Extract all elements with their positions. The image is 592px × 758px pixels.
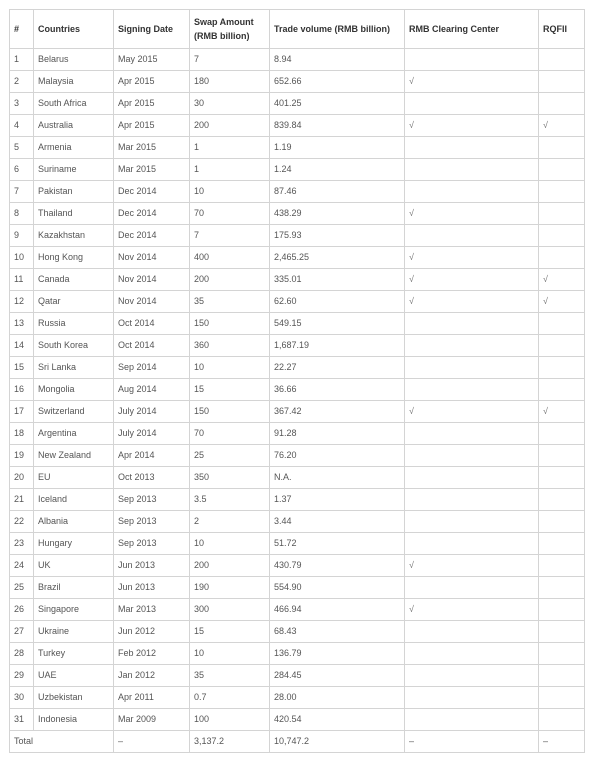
country-cell: Canada xyxy=(34,269,114,291)
country-cell: Malaysia xyxy=(34,71,114,93)
table-row xyxy=(10,511,585,533)
swap-amount-cell: 10 xyxy=(190,357,270,379)
swap-amount-cell: 15 xyxy=(190,621,270,643)
rqfii-cell xyxy=(539,555,585,577)
signing-date-cell: Mar 2013 xyxy=(114,599,190,621)
signing-date-cell: Aug 2014 xyxy=(114,379,190,401)
row-index: 12 xyxy=(10,291,34,313)
swap-amount-cell: 10 xyxy=(190,643,270,665)
table-row xyxy=(10,137,585,159)
signing-date-cell: Oct 2014 xyxy=(114,335,190,357)
row-index: 9 xyxy=(10,225,34,247)
row-index: 18 xyxy=(10,423,34,445)
rqfii-cell: √ xyxy=(539,115,585,137)
trade-volume-cell: 284.45 xyxy=(270,665,405,687)
trade-volume-cell: 8.94 xyxy=(270,49,405,71)
table-row xyxy=(10,621,585,643)
signing-date-cell: Jun 2013 xyxy=(114,577,190,599)
clearing-center-cell xyxy=(405,621,539,643)
swap-amount-cell: 150 xyxy=(190,313,270,335)
table-row xyxy=(10,93,585,115)
clearing-center-cell: √ xyxy=(405,203,539,225)
trade-volume-cell: 87.46 xyxy=(270,181,405,203)
country-cell: Suriname xyxy=(34,159,114,181)
header-rmb-clearing-center: RMB Clearing Center xyxy=(405,10,539,49)
country-cell: New Zealand xyxy=(34,445,114,467)
swap-agreements-table xyxy=(9,9,585,753)
row-index: 10 xyxy=(10,247,34,269)
trade-volume-cell: 1.37 xyxy=(270,489,405,511)
table-row xyxy=(10,379,585,401)
country-cell: Argentina xyxy=(34,423,114,445)
clearing-center-cell xyxy=(405,335,539,357)
row-index: 3 xyxy=(10,93,34,115)
signing-date-cell: Apr 2014 xyxy=(114,445,190,467)
rqfii-cell xyxy=(539,709,585,731)
swap-amount-cell: 350 xyxy=(190,467,270,489)
country-cell: Armenia xyxy=(34,137,114,159)
table-body xyxy=(10,49,585,731)
signing-date-cell: Apr 2015 xyxy=(114,115,190,137)
signing-date-cell: Nov 2014 xyxy=(114,269,190,291)
trade-volume-cell: 76.20 xyxy=(270,445,405,467)
trade-volume-cell: N.A. xyxy=(270,467,405,489)
rqfii-cell: √ xyxy=(539,269,585,291)
country-cell: UAE xyxy=(34,665,114,687)
table-row xyxy=(10,533,585,555)
total-trade-volume: 10,747.2 xyxy=(270,731,405,753)
table-row xyxy=(10,577,585,599)
table-row xyxy=(10,489,585,511)
rqfii-cell xyxy=(539,687,585,709)
trade-volume-cell: 839.84 xyxy=(270,115,405,137)
signing-date-cell: Apr 2015 xyxy=(114,93,190,115)
country-cell: Uzbekistan xyxy=(34,687,114,709)
trade-volume-cell: 51.72 xyxy=(270,533,405,555)
rqfii-cell xyxy=(539,621,585,643)
rqfii-cell xyxy=(539,643,585,665)
swap-amount-cell: 10 xyxy=(190,181,270,203)
country-cell: Turkey xyxy=(34,643,114,665)
swap-amount-cell: 7 xyxy=(190,225,270,247)
table-row xyxy=(10,335,585,357)
swap-amount-cell: 15 xyxy=(190,379,270,401)
country-cell: Qatar xyxy=(34,291,114,313)
rqfii-cell: √ xyxy=(539,291,585,313)
signing-date-cell: Sep 2013 xyxy=(114,533,190,555)
rqfii-cell xyxy=(539,357,585,379)
row-index: 14 xyxy=(10,335,34,357)
clearing-center-cell xyxy=(405,379,539,401)
signing-date-cell: Apr 2015 xyxy=(114,71,190,93)
header-rqfii: RQFII xyxy=(539,10,585,49)
clearing-center-cell xyxy=(405,137,539,159)
clearing-center-cell xyxy=(405,489,539,511)
signing-date-cell: Feb 2012 xyxy=(114,643,190,665)
rqfii-cell xyxy=(539,159,585,181)
country-cell: Ukraine xyxy=(34,621,114,643)
trade-volume-cell: 68.43 xyxy=(270,621,405,643)
table-row xyxy=(10,291,585,313)
total-label: Total xyxy=(10,731,114,753)
clearing-center-cell: √ xyxy=(405,247,539,269)
rqfii-cell xyxy=(539,445,585,467)
clearing-center-cell xyxy=(405,445,539,467)
rqfii-cell xyxy=(539,71,585,93)
country-cell: South Korea xyxy=(34,335,114,357)
country-cell: Pakistan xyxy=(34,181,114,203)
clearing-center-cell: √ xyxy=(405,269,539,291)
country-cell: Switzerland xyxy=(34,401,114,423)
clearing-center-cell: √ xyxy=(405,401,539,423)
signing-date-cell: Oct 2014 xyxy=(114,313,190,335)
table-row xyxy=(10,423,585,445)
trade-volume-cell: 430.79 xyxy=(270,555,405,577)
rqfii-cell xyxy=(539,49,585,71)
table-total-row xyxy=(10,731,585,753)
rqfii-cell xyxy=(539,665,585,687)
signing-date-cell: Sep 2013 xyxy=(114,489,190,511)
clearing-center-cell: √ xyxy=(405,599,539,621)
rqfii-cell xyxy=(539,467,585,489)
trade-volume-cell: 420.54 xyxy=(270,709,405,731)
row-index: 28 xyxy=(10,643,34,665)
row-index: 5 xyxy=(10,137,34,159)
swap-amount-cell: 200 xyxy=(190,115,270,137)
row-index: 13 xyxy=(10,313,34,335)
row-index: 20 xyxy=(10,467,34,489)
rqfii-cell xyxy=(539,599,585,621)
country-cell: Mongolia xyxy=(34,379,114,401)
trade-volume-cell: 335.01 xyxy=(270,269,405,291)
table-row xyxy=(10,247,585,269)
clearing-center-cell xyxy=(405,665,539,687)
country-cell: Belarus xyxy=(34,49,114,71)
row-index: 29 xyxy=(10,665,34,687)
table-row xyxy=(10,203,585,225)
swap-amount-cell: 200 xyxy=(190,269,270,291)
rqfii-cell xyxy=(539,489,585,511)
trade-volume-cell: 22.27 xyxy=(270,357,405,379)
total-signing-date: – xyxy=(114,731,190,753)
clearing-center-cell xyxy=(405,533,539,555)
trade-volume-cell: 1.19 xyxy=(270,137,405,159)
row-index: 30 xyxy=(10,687,34,709)
clearing-center-cell xyxy=(405,423,539,445)
country-cell: UK xyxy=(34,555,114,577)
signing-date-cell: May 2015 xyxy=(114,49,190,71)
row-index: 4 xyxy=(10,115,34,137)
country-cell: South Africa xyxy=(34,93,114,115)
trade-volume-cell: 1,687.19 xyxy=(270,335,405,357)
table-row xyxy=(10,181,585,203)
row-index: 11 xyxy=(10,269,34,291)
row-index: 26 xyxy=(10,599,34,621)
row-index: 24 xyxy=(10,555,34,577)
clearing-center-cell xyxy=(405,577,539,599)
swap-amount-cell: 180 xyxy=(190,71,270,93)
country-cell: Indonesia xyxy=(34,709,114,731)
trade-volume-cell: 175.93 xyxy=(270,225,405,247)
swap-amount-cell: 150 xyxy=(190,401,270,423)
rqfii-cell xyxy=(539,335,585,357)
header-index: # xyxy=(10,10,34,49)
trade-volume-cell: 2,465.25 xyxy=(270,247,405,269)
signing-date-cell: Apr 2011 xyxy=(114,687,190,709)
swap-amount-cell: 35 xyxy=(190,665,270,687)
signing-date-cell: July 2014 xyxy=(114,401,190,423)
trade-volume-cell: 136.79 xyxy=(270,643,405,665)
swap-amount-cell: 100 xyxy=(190,709,270,731)
trade-volume-cell: 438.29 xyxy=(270,203,405,225)
rqfii-cell xyxy=(539,247,585,269)
row-index: 22 xyxy=(10,511,34,533)
country-cell: Australia xyxy=(34,115,114,137)
swap-amount-cell: 0.7 xyxy=(190,687,270,709)
rqfii-cell xyxy=(539,203,585,225)
country-cell: Kazakhstan xyxy=(34,225,114,247)
row-index: 25 xyxy=(10,577,34,599)
trade-volume-cell: 91.28 xyxy=(270,423,405,445)
country-cell: Hong Kong xyxy=(34,247,114,269)
swap-amount-cell: 400 xyxy=(190,247,270,269)
clearing-center-cell xyxy=(405,467,539,489)
table-header-row xyxy=(10,10,585,49)
table-row xyxy=(10,159,585,181)
rqfii-cell xyxy=(539,533,585,555)
clearing-center-cell: √ xyxy=(405,115,539,137)
trade-volume-cell: 466.94 xyxy=(270,599,405,621)
header-countries: Countries xyxy=(34,10,114,49)
country-cell: Singapore xyxy=(34,599,114,621)
table-row xyxy=(10,467,585,489)
table-row xyxy=(10,401,585,423)
swap-amount-cell: 360 xyxy=(190,335,270,357)
trade-volume-cell: 28.00 xyxy=(270,687,405,709)
rqfii-cell xyxy=(539,181,585,203)
swap-amount-cell: 200 xyxy=(190,555,270,577)
row-index: 2 xyxy=(10,71,34,93)
trade-volume-cell: 62.60 xyxy=(270,291,405,313)
row-index: 31 xyxy=(10,709,34,731)
total-swap-amount: 3,137.2 xyxy=(190,731,270,753)
signing-date-cell: Nov 2014 xyxy=(114,291,190,313)
row-index: 1 xyxy=(10,49,34,71)
rqfii-cell xyxy=(539,313,585,335)
swap-amount-cell: 35 xyxy=(190,291,270,313)
clearing-center-cell: √ xyxy=(405,291,539,313)
row-index: 7 xyxy=(10,181,34,203)
country-cell: Hungary xyxy=(34,533,114,555)
row-index: 6 xyxy=(10,159,34,181)
signing-date-cell: Mar 2015 xyxy=(114,137,190,159)
table-row xyxy=(10,313,585,335)
country-cell: EU xyxy=(34,467,114,489)
table-row xyxy=(10,269,585,291)
clearing-center-cell xyxy=(405,93,539,115)
swap-amount-cell: 7 xyxy=(190,49,270,71)
row-index: 27 xyxy=(10,621,34,643)
clearing-center-cell xyxy=(405,225,539,247)
rqfii-cell xyxy=(539,511,585,533)
rqfii-cell: √ xyxy=(539,401,585,423)
clearing-center-cell xyxy=(405,313,539,335)
clearing-center-cell: √ xyxy=(405,555,539,577)
header-signing-date: Signing Date xyxy=(114,10,190,49)
total-rmb-clearing-center: – xyxy=(405,731,539,753)
country-cell: Iceland xyxy=(34,489,114,511)
clearing-center-cell xyxy=(405,49,539,71)
table-row xyxy=(10,445,585,467)
header-trade-volume: Trade volume (RMB billion) xyxy=(270,10,405,49)
table-row xyxy=(10,357,585,379)
signing-date-cell: Sep 2014 xyxy=(114,357,190,379)
country-cell: Russia xyxy=(34,313,114,335)
swap-amount-cell: 10 xyxy=(190,533,270,555)
signing-date-cell: Dec 2014 xyxy=(114,181,190,203)
signing-date-cell: Mar 2009 xyxy=(114,709,190,731)
table-row xyxy=(10,665,585,687)
signing-date-cell: Jun 2012 xyxy=(114,621,190,643)
rqfii-cell xyxy=(539,93,585,115)
country-cell: Thailand xyxy=(34,203,114,225)
swap-amount-cell: 70 xyxy=(190,423,270,445)
swap-amount-cell: 3.5 xyxy=(190,489,270,511)
table-row xyxy=(10,687,585,709)
header-swap-amount: Swap Amount (RMB billion) xyxy=(190,10,270,49)
swap-amount-cell: 300 xyxy=(190,599,270,621)
clearing-center-cell: √ xyxy=(405,71,539,93)
clearing-center-cell xyxy=(405,511,539,533)
signing-date-cell: Dec 2014 xyxy=(114,225,190,247)
table-row xyxy=(10,643,585,665)
swap-amount-cell: 1 xyxy=(190,159,270,181)
table-row xyxy=(10,71,585,93)
signing-date-cell: Jun 2013 xyxy=(114,555,190,577)
row-index: 8 xyxy=(10,203,34,225)
table-row xyxy=(10,555,585,577)
row-index: 23 xyxy=(10,533,34,555)
swap-amount-cell: 70 xyxy=(190,203,270,225)
row-index: 15 xyxy=(10,357,34,379)
rqfii-cell xyxy=(539,577,585,599)
country-cell: Brazil xyxy=(34,577,114,599)
clearing-center-cell xyxy=(405,687,539,709)
signing-date-cell: Jan 2012 xyxy=(114,665,190,687)
trade-volume-cell: 1.24 xyxy=(270,159,405,181)
trade-volume-cell: 3.44 xyxy=(270,511,405,533)
row-index: 17 xyxy=(10,401,34,423)
signing-date-cell: July 2014 xyxy=(114,423,190,445)
country-cell: Sri Lanka xyxy=(34,357,114,379)
signing-date-cell: Oct 2013 xyxy=(114,467,190,489)
clearing-center-cell xyxy=(405,181,539,203)
swap-amount-cell: 190 xyxy=(190,577,270,599)
clearing-center-cell xyxy=(405,643,539,665)
trade-volume-cell: 367.42 xyxy=(270,401,405,423)
signing-date-cell: Sep 2013 xyxy=(114,511,190,533)
signing-date-cell: Dec 2014 xyxy=(114,203,190,225)
clearing-center-cell xyxy=(405,159,539,181)
rqfii-cell xyxy=(539,423,585,445)
rqfii-cell xyxy=(539,137,585,159)
swap-amount-cell: 1 xyxy=(190,137,270,159)
trade-volume-cell: 401.25 xyxy=(270,93,405,115)
swap-amount-cell: 30 xyxy=(190,93,270,115)
table-row xyxy=(10,115,585,137)
table-row xyxy=(10,49,585,71)
table-row xyxy=(10,709,585,731)
trade-volume-cell: 549.15 xyxy=(270,313,405,335)
row-index: 16 xyxy=(10,379,34,401)
swap-amount-cell: 25 xyxy=(190,445,270,467)
clearing-center-cell xyxy=(405,357,539,379)
clearing-center-cell xyxy=(405,709,539,731)
row-index: 19 xyxy=(10,445,34,467)
row-index: 21 xyxy=(10,489,34,511)
trade-volume-cell: 36.66 xyxy=(270,379,405,401)
total-rqfii: – xyxy=(539,731,585,753)
rqfii-cell xyxy=(539,379,585,401)
table-row xyxy=(10,225,585,247)
signing-date-cell: Mar 2015 xyxy=(114,159,190,181)
table-row xyxy=(10,599,585,621)
trade-volume-cell: 554.90 xyxy=(270,577,405,599)
swap-amount-cell: 2 xyxy=(190,511,270,533)
trade-volume-cell: 652.66 xyxy=(270,71,405,93)
country-cell: Albania xyxy=(34,511,114,533)
signing-date-cell: Nov 2014 xyxy=(114,247,190,269)
rqfii-cell xyxy=(539,225,585,247)
